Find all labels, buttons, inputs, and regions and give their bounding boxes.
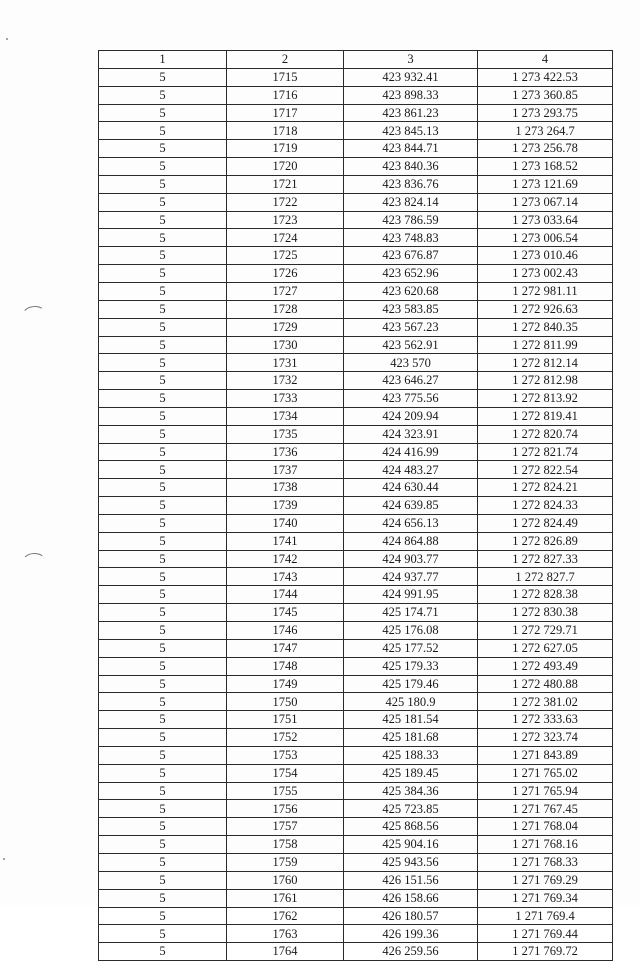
table-cell: 1758 — [227, 836, 344, 854]
table-row — [99, 300, 613, 318]
table-cell: 1734 — [227, 407, 344, 425]
table-cell: 423 836.76 — [344, 175, 478, 193]
table-cell: 5 — [99, 372, 227, 390]
table-cell: 424 323.91 — [344, 425, 478, 443]
table-row — [99, 265, 613, 283]
table-cell: 424 903.77 — [344, 550, 478, 568]
table-row — [99, 639, 613, 657]
table-cell: 426 199.36 — [344, 925, 478, 943]
table-cell: 5 — [99, 532, 227, 550]
table-cell: 1 272 822.54 — [478, 461, 613, 479]
table-cell: 1757 — [227, 818, 344, 836]
table-cell: 1 272 493.49 — [478, 657, 613, 675]
scan-speck — [6, 38, 8, 40]
table-cell: 5 — [99, 871, 227, 889]
table-cell: 5 — [99, 318, 227, 336]
table-cell: 423 932.41 — [344, 68, 478, 86]
table-cell: 1 272 830.38 — [478, 604, 613, 622]
table-cell: 5 — [99, 247, 227, 265]
table-cell: 1745 — [227, 604, 344, 622]
table-cell: 1 271 767.45 — [478, 800, 613, 818]
table-cell: 1719 — [227, 140, 344, 158]
table-cell: 425 181.68 — [344, 729, 478, 747]
table-cell: 1 272 824.21 — [478, 479, 613, 497]
table-cell: 424 630.44 — [344, 479, 478, 497]
table-cell: 1 273 033.64 — [478, 211, 613, 229]
table-cell: 5 — [99, 479, 227, 497]
table-row — [99, 818, 613, 836]
table-cell: 423 646.27 — [344, 372, 478, 390]
table-cell: 1720 — [227, 158, 344, 176]
table-row — [99, 497, 613, 515]
table-cell: 1 272 926.63 — [478, 300, 613, 318]
table-cell: 1 271 769.29 — [478, 871, 613, 889]
column-header: 2 — [227, 51, 344, 69]
table-cell: 423 824.14 — [344, 193, 478, 211]
table-cell: 1 272 840.35 — [478, 318, 613, 336]
table-cell: 1749 — [227, 675, 344, 693]
table-cell: 5 — [99, 943, 227, 961]
table-cell: 1733 — [227, 390, 344, 408]
table-body — [99, 68, 613, 960]
table-cell: 5 — [99, 711, 227, 729]
table-cell: 1718 — [227, 122, 344, 140]
table-cell: 424 209.94 — [344, 407, 478, 425]
table-cell: 1 272 812.98 — [478, 372, 613, 390]
table-row — [99, 336, 613, 354]
table-row — [99, 853, 613, 871]
table-row — [99, 372, 613, 390]
table-cell: 423 676.87 — [344, 247, 478, 265]
table-cell: 424 483.27 — [344, 461, 478, 479]
table-cell: 5 — [99, 300, 227, 318]
table-cell: 1 272 827.33 — [478, 550, 613, 568]
table-row — [99, 800, 613, 818]
table-cell: 1727 — [227, 282, 344, 300]
table-cell: 426 158.66 — [344, 889, 478, 907]
table-row — [99, 889, 613, 907]
table-cell: 5 — [99, 140, 227, 158]
table-row — [99, 247, 613, 265]
table-cell: 5 — [99, 443, 227, 461]
table-row — [99, 461, 613, 479]
table-cell: 5 — [99, 193, 227, 211]
table-cell: 5 — [99, 604, 227, 622]
table-row — [99, 764, 613, 782]
table-cell: 1737 — [227, 461, 344, 479]
table-cell: 1 271 769.72 — [478, 943, 613, 961]
table-cell: 425 723.85 — [344, 800, 478, 818]
table-cell: 1740 — [227, 514, 344, 532]
table-row — [99, 104, 613, 122]
table-cell: 5 — [99, 586, 227, 604]
table-cell: 1752 — [227, 729, 344, 747]
table-row — [99, 871, 613, 889]
table-row — [99, 925, 613, 943]
table-cell: 5 — [99, 782, 227, 800]
table-cell: 425 179.33 — [344, 657, 478, 675]
table-cell: 5 — [99, 836, 227, 854]
table-cell: 5 — [99, 211, 227, 229]
table-row — [99, 604, 613, 622]
table-cell: 5 — [99, 657, 227, 675]
table-row — [99, 407, 613, 425]
table-cell: 1748 — [227, 657, 344, 675]
table-row — [99, 622, 613, 640]
table-cell: 1717 — [227, 104, 344, 122]
table-cell: 423 861.23 — [344, 104, 478, 122]
table-cell: 1 272 813.92 — [478, 390, 613, 408]
table-cell: 1732 — [227, 372, 344, 390]
table-cell: 1760 — [227, 871, 344, 889]
table-cell: 424 639.85 — [344, 497, 478, 515]
table-row — [99, 514, 613, 532]
table-cell: 1 273 006.54 — [478, 229, 613, 247]
table-cell: 424 864.88 — [344, 532, 478, 550]
table-cell: 1 273 422.53 — [478, 68, 613, 86]
table-cell: 1 272 826.89 — [478, 532, 613, 550]
table-cell: 5 — [99, 800, 227, 818]
table-cell: 5 — [99, 104, 227, 122]
table-cell: 5 — [99, 86, 227, 104]
table-cell: 1 272 827.7 — [478, 568, 613, 586]
table-cell: 5 — [99, 68, 227, 86]
table-cell: 1 271 843.89 — [478, 746, 613, 764]
table-cell: 425 181.54 — [344, 711, 478, 729]
table-cell: 1 272 811.99 — [478, 336, 613, 354]
table-cell: 5 — [99, 497, 227, 515]
table-cell: 1759 — [227, 853, 344, 871]
table-cell: 5 — [99, 907, 227, 925]
table-row — [99, 318, 613, 336]
table-cell: 1 272 828.38 — [478, 586, 613, 604]
table-cell: 1756 — [227, 800, 344, 818]
table-cell: 1 273 121.69 — [478, 175, 613, 193]
table-cell: 426 180.57 — [344, 907, 478, 925]
table-cell: 1 272 821.74 — [478, 443, 613, 461]
column-header: 1 — [99, 51, 227, 69]
table-cell: 5 — [99, 568, 227, 586]
table-row — [99, 711, 613, 729]
table-cell: 1755 — [227, 782, 344, 800]
table-cell: 425 180.9 — [344, 693, 478, 711]
table-cell: 423 840.36 — [344, 158, 478, 176]
table-row — [99, 907, 613, 925]
table-row — [99, 425, 613, 443]
table-cell: 1 272 323.74 — [478, 729, 613, 747]
table-cell: 1731 — [227, 354, 344, 372]
table-cell: 1 272 729.71 — [478, 622, 613, 640]
scan-speck — [3, 858, 5, 860]
table-row — [99, 532, 613, 550]
table-cell: 5 — [99, 175, 227, 193]
table-row — [99, 122, 613, 140]
table-row — [99, 550, 613, 568]
table-cell: 5 — [99, 514, 227, 532]
table-cell: 1 273 256.78 — [478, 140, 613, 158]
table-row — [99, 479, 613, 497]
table-row — [99, 657, 613, 675]
table-cell: 423 652.96 — [344, 265, 478, 283]
table-row — [99, 693, 613, 711]
table-cell: 1 273 002.43 — [478, 265, 613, 283]
table-cell: 1 273 293.75 — [478, 104, 613, 122]
table-cell: 1 273 168.52 — [478, 158, 613, 176]
table-cell: 425 174.71 — [344, 604, 478, 622]
table-cell: 1736 — [227, 443, 344, 461]
table-cell: 1 272 819.41 — [478, 407, 613, 425]
table-cell: 1726 — [227, 265, 344, 283]
table-cell: 424 656.13 — [344, 514, 478, 532]
table-cell: 424 991.95 — [344, 586, 478, 604]
table-cell: 425 384.36 — [344, 782, 478, 800]
table-cell: 1721 — [227, 175, 344, 193]
column-header: 3 — [344, 51, 478, 69]
table-cell: 423 786.59 — [344, 211, 478, 229]
table-cell: 1 272 627.05 — [478, 639, 613, 657]
table-row — [99, 158, 613, 176]
table-row — [99, 729, 613, 747]
table-row — [99, 354, 613, 372]
table-cell: 423 748.83 — [344, 229, 478, 247]
hole-punch-mark — [21, 304, 47, 325]
table-cell: 1762 — [227, 907, 344, 925]
table-cell: 423 570 — [344, 354, 478, 372]
table-row — [99, 175, 613, 193]
table-header — [99, 51, 613, 69]
table-cell: 1763 — [227, 925, 344, 943]
table-cell: 425 868.56 — [344, 818, 478, 836]
table-cell: 1 273 264.7 — [478, 122, 613, 140]
table-cell: 1743 — [227, 568, 344, 586]
table-cell: 5 — [99, 729, 227, 747]
table-cell: 1764 — [227, 943, 344, 961]
table-cell: 1 272 824.49 — [478, 514, 613, 532]
table-cell: 5 — [99, 693, 227, 711]
coordinates-table — [98, 50, 613, 961]
table-cell: 424 937.77 — [344, 568, 478, 586]
table-cell: 1 271 769.4 — [478, 907, 613, 925]
table-cell: 1724 — [227, 229, 344, 247]
table-cell: 1 272 381.02 — [478, 693, 613, 711]
table-row — [99, 675, 613, 693]
table-cell: 1 273 360.85 — [478, 86, 613, 104]
table-row — [99, 782, 613, 800]
table-cell: 425 188.33 — [344, 746, 478, 764]
table-cell: 1 272 333.63 — [478, 711, 613, 729]
table-cell: 1730 — [227, 336, 344, 354]
table-row — [99, 140, 613, 158]
table-cell: 1754 — [227, 764, 344, 782]
header-row — [99, 51, 613, 69]
table-cell: 1738 — [227, 479, 344, 497]
table-row — [99, 390, 613, 408]
table-cell: 423 562.91 — [344, 336, 478, 354]
table-cell: 1 273 067.14 — [478, 193, 613, 211]
table-row — [99, 86, 613, 104]
table-cell: 426 259.56 — [344, 943, 478, 961]
table-row — [99, 836, 613, 854]
table-cell: 5 — [99, 336, 227, 354]
table-cell: 1 272 820.74 — [478, 425, 613, 443]
table-cell: 5 — [99, 675, 227, 693]
table-cell: 423 583.85 — [344, 300, 478, 318]
table-cell: 1 271 769.44 — [478, 925, 613, 943]
table-row — [99, 586, 613, 604]
table-cell: 1 271 768.33 — [478, 853, 613, 871]
table-cell: 5 — [99, 425, 227, 443]
table-cell: 5 — [99, 407, 227, 425]
table-cell: 5 — [99, 122, 227, 140]
table-cell: 5 — [99, 764, 227, 782]
table-cell: 424 416.99 — [344, 443, 478, 461]
table-cell: 5 — [99, 639, 227, 657]
table-cell: 1 272 480.88 — [478, 675, 613, 693]
hole-punch-mark — [21, 552, 46, 572]
table-cell: 1 271 765.94 — [478, 782, 613, 800]
table-cell: 5 — [99, 390, 227, 408]
table-cell: 5 — [99, 925, 227, 943]
table-cell: 1723 — [227, 211, 344, 229]
table-cell: 1746 — [227, 622, 344, 640]
table-cell: 1715 — [227, 68, 344, 86]
table-cell: 1 273 010.46 — [478, 247, 613, 265]
table-cell: 425 189.45 — [344, 764, 478, 782]
table-row — [99, 568, 613, 586]
table-cell: 1 272 812.14 — [478, 354, 613, 372]
table-row — [99, 443, 613, 461]
table-row — [99, 746, 613, 764]
table-cell: 1728 — [227, 300, 344, 318]
table-cell: 1741 — [227, 532, 344, 550]
table-cell: 5 — [99, 853, 227, 871]
table-cell: 423 567.23 — [344, 318, 478, 336]
table-cell: 423 775.56 — [344, 390, 478, 408]
table-row — [99, 68, 613, 86]
table-cell: 1 271 768.16 — [478, 836, 613, 854]
table-cell: 423 845.13 — [344, 122, 478, 140]
table-cell: 5 — [99, 818, 227, 836]
table-cell: 1722 — [227, 193, 344, 211]
table-cell: 1747 — [227, 639, 344, 657]
table-cell: 5 — [99, 158, 227, 176]
table-row — [99, 211, 613, 229]
table-cell: 5 — [99, 265, 227, 283]
table-cell: 425 176.08 — [344, 622, 478, 640]
table-cell: 1 271 768.04 — [478, 818, 613, 836]
table-cell: 1750 — [227, 693, 344, 711]
table-cell: 423 620.68 — [344, 282, 478, 300]
table-cell: 1 271 765.02 — [478, 764, 613, 782]
table-cell: 1751 — [227, 711, 344, 729]
table-cell: 1729 — [227, 318, 344, 336]
table-cell: 423 844.71 — [344, 140, 478, 158]
table-cell: 423 898.33 — [344, 86, 478, 104]
table-cell: 1753 — [227, 746, 344, 764]
table-cell: 1735 — [227, 425, 344, 443]
table-cell: 1725 — [227, 247, 344, 265]
table-row — [99, 282, 613, 300]
table-cell: 5 — [99, 354, 227, 372]
table-cell: 5 — [99, 282, 227, 300]
table-cell: 5 — [99, 550, 227, 568]
table-row — [99, 193, 613, 211]
table-cell: 1739 — [227, 497, 344, 515]
table-cell: 5 — [99, 461, 227, 479]
table-cell: 5 — [99, 622, 227, 640]
column-header: 4 — [478, 51, 613, 69]
table-cell: 1 271 769.34 — [478, 889, 613, 907]
table-cell: 425 943.56 — [344, 853, 478, 871]
table-cell: 425 179.46 — [344, 675, 478, 693]
table-cell: 1761 — [227, 889, 344, 907]
table-cell: 1742 — [227, 550, 344, 568]
table-cell: 5 — [99, 889, 227, 907]
table-row — [99, 943, 613, 961]
table-cell: 425 177.52 — [344, 639, 478, 657]
table-cell: 1744 — [227, 586, 344, 604]
table-cell: 1 272 981.11 — [478, 282, 613, 300]
table-cell: 5 — [99, 746, 227, 764]
table-cell: 5 — [99, 229, 227, 247]
table-cell: 1716 — [227, 86, 344, 104]
table-cell: 1 272 824.33 — [478, 497, 613, 515]
table-cell: 425 904.16 — [344, 836, 478, 854]
table-row — [99, 229, 613, 247]
table-cell: 426 151.56 — [344, 871, 478, 889]
